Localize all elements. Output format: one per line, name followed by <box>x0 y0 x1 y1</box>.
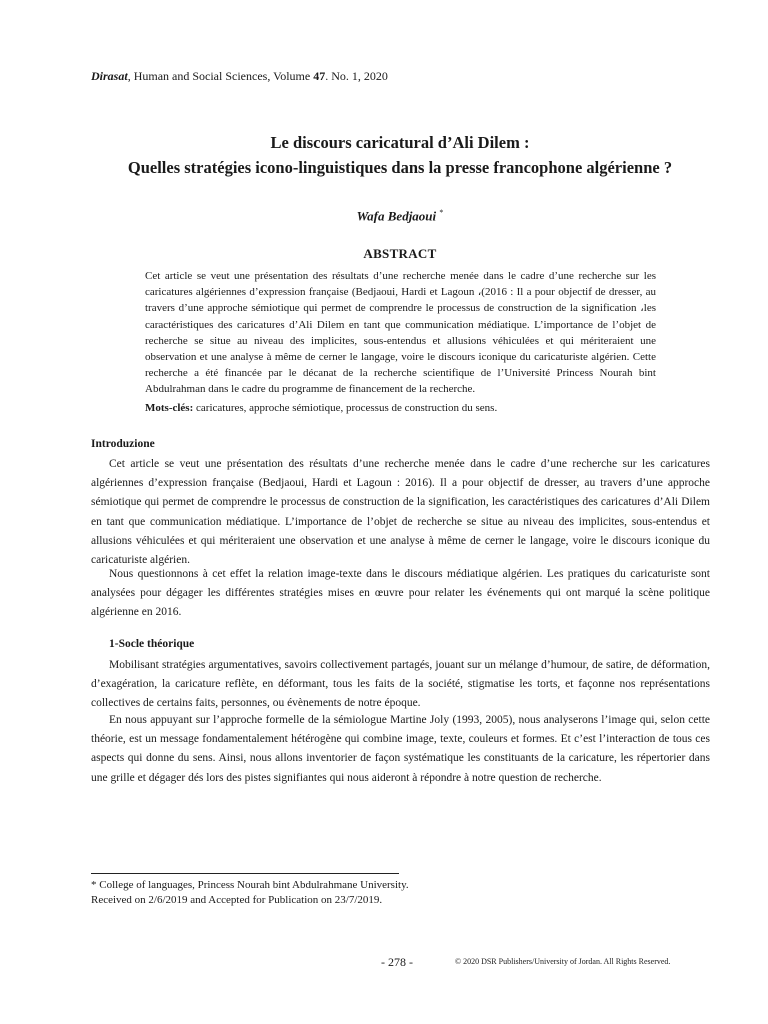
section-1-paragraph-2: En nous appuyant sur l’approche formelle de la sémiologue Martine Joly (1993, 2005), nous analyserons l’image qui, selon cette théorie, est un message fondamentalement hétérogène qui combine image, texte, couleurs et formes. Et c’est l’interaction de tous ces aspects qui donne du sens. Ainsi, nous allons inventorier de façon systématique les constituants de la caricature, les répertorier dans une grille et dégager dés lors des pistes signifiantes qui nous aideront à répondre à notre question de recherche. <box>91 714 710 784</box>
page-number: - 278 - <box>381 955 413 969</box>
journal-description: , Human and Social Sciences, Volume <box>127 69 314 83</box>
author-line <box>60 208 740 224</box>
journal-issue: . No. 1, 2020 <box>325 69 388 83</box>
title-line-2: Quelles stratégies icono-linguistiques dans la presse francophone algérienne ? <box>127 158 673 177</box>
keywords-label: Mots-clés: <box>145 402 194 414</box>
abstract-heading: ABSTRACT <box>363 246 437 261</box>
footnote-affiliation: * College of languages, Princess Nourah bint Abdulrahmane University. <box>91 879 409 891</box>
section-1-heading: 1-Socle théorique <box>109 638 195 650</box>
title-line-1: Le discours caricatural d’Ali Dilem : <box>270 133 530 152</box>
journal-name: Dirasat <box>91 69 128 83</box>
journal-volume: 47 <box>313 69 326 83</box>
footnote-dates: Received on 2/6/2019 and Accepted for Publication on 23/7/2019. <box>91 894 383 906</box>
footnote-divider <box>91 873 399 874</box>
intro-heading: Introduzione <box>91 438 155 450</box>
copyright-notice: © 2020 DSR Publishers/University of Jordan. All Rights Reserved. <box>455 957 671 966</box>
author-footnote-mark: * <box>439 208 444 217</box>
section-1-paragraph-1: Mobilisant stratégies argumentatives, savoirs collectivement partagés, jouant sur un mélange d’humour, de satire, de déformation, d’exagération, la caricature reflète, en déformant, tous les faits de la société, stigmatise les torts, et façonne nos représentations collectives de certains faits, personnes, ou évènements de notre époque. <box>91 659 710 710</box>
author-name: Wafa Bedjaoui <box>356 208 437 224</box>
intro-paragraph-2: Nous questionnons à cet effet la relation image-texte dans le discours médiatique algérien. Les pratiques du caricaturiste sont analysées pour dégager les différentes stratégies mises en œuvre pour relater les événements qui ont marqué la scène politique algérienne en 2016. <box>91 568 710 619</box>
article-title <box>60 130 740 180</box>
keywords-list: caricatures, approche sémiotique, processus de construction du sens. <box>193 402 498 414</box>
intro-paragraph-1: Cet article se veut une présentation des résultats d’une recherche menée dans le cadre d’une recherche sur les caricatures algériennes d’expression française (Bedjaoui, Hardi et Lagoun : 2016). Il a pour objectif de dresser, au travers d’une approche sémiotique qui permet de comprendre le processus de construction de la signification, les caractéristiques des caricatures d’Ali Dilem en tant que communication médiatique. L’importance de l’objet de recherche se situe au niveau des implicites, sous-entendus et allusions véhiculées et qui mériteraient une observation et une analyse à même de cerner le langage, voire le discours iconique du caricaturiste algérien. <box>91 458 710 567</box>
journal-citation <box>91 69 388 84</box>
keywords-line <box>145 402 656 414</box>
abstract-text: Cet article se veut une présentation des résultats d’une recherche menée dans le cadre d’une recherche sur les caricatures algériennes d’expression française (Bedjaoui, Hardi et Lagoun ،(2016 : Il a pour objectif de dresser, au travers d’une approche sémiotique qui permet de comprendre le processus de construction de la signification ،les caractéristiques des caricatures d’Ali Dilem en tant que communication médiatique. L’importance de l’objet de recherche se situe au niveau des implicites, sous-entendus et allusions véhiculées et qui mériteraient une observation et une analyse à même de cerner le langage, voire le discours iconique du caricaturiste algérien. Cette recherche a été financée par le décanat de la recherche scientifique de l’Université Princess Nourah bint Abdulrahman dans le cadre du programme de financement de la recherche. <box>145 270 656 396</box>
